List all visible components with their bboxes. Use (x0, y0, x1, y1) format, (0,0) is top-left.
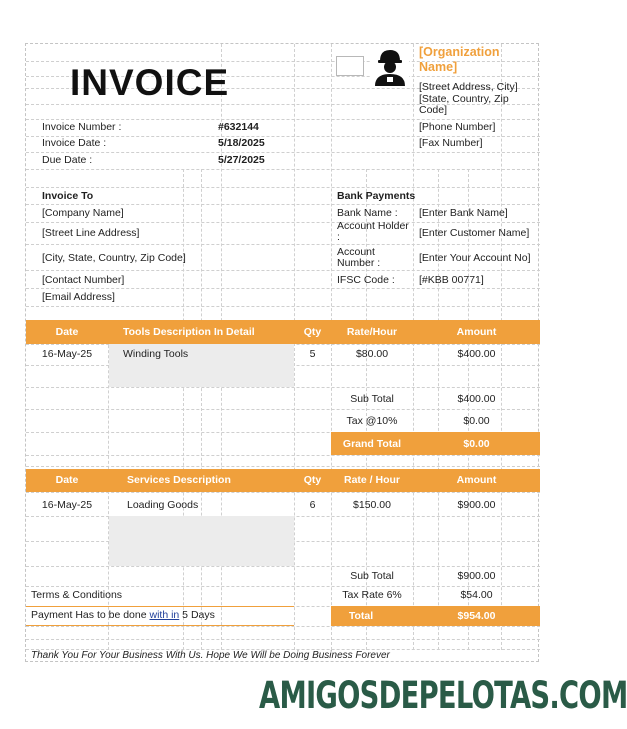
invoice-sheet (25, 43, 539, 662)
services-row-desc: Loading Goods (127, 499, 199, 511)
company-city: [City, State, Country, Zip Code] (42, 252, 186, 264)
services-col-rate: Rate / Hour (343, 474, 400, 486)
invoice-number-label: Invoice Number : (42, 121, 122, 133)
thank-you-note: Thank You For Your Business With Us. Hope We Will be Doing Business Forever (31, 650, 390, 661)
tools-subtotal-label: Sub Total (350, 393, 394, 405)
org-street: [Street Address, City] (419, 81, 518, 93)
org-state-line1: [State, Country, Zip (419, 93, 509, 105)
services-tax-label: Tax Rate 6% (342, 589, 402, 601)
org-state-line2: Code] (419, 104, 448, 116)
services-desc-shade (109, 516, 294, 566)
account-number-label: Account Number : (337, 246, 381, 269)
tools-col-qty: Qty (303, 326, 322, 338)
tools-col-amount: Amount (456, 326, 497, 338)
company-name: [Company Name] (42, 207, 124, 219)
terms-divider (26, 606, 294, 607)
account-holder-value: [Enter Customer Name] (419, 227, 530, 239)
watermark: AMIGOSDEPELOTAS.COM (259, 674, 627, 717)
services-subtotal-label: Sub Total (350, 570, 394, 582)
services-col-amount: Amount (456, 474, 497, 486)
services-col-date: Date (55, 474, 79, 486)
tools-row-rate: $80.00 (355, 348, 389, 360)
tools-col-date: Date (55, 326, 79, 338)
invoice-number-value: #632144 (218, 121, 259, 133)
terms-divider-bottom (26, 625, 294, 626)
tools-row-desc: Winding Tools (123, 348, 189, 360)
tools-col-rate: Rate/Hour (346, 326, 398, 338)
services-col-qty: Qty (303, 474, 322, 486)
services-row-date: 16-May-25 (41, 499, 93, 511)
account-number-value: [Enter Your Account No] (419, 252, 531, 264)
tools-grand-total-value: $0.00 (463, 438, 490, 450)
ifsc-label: IFSC Code : (337, 274, 395, 286)
invoice-title: INVOICE (70, 62, 230, 103)
services-total-value: $954.00 (457, 610, 496, 622)
ifsc-value: [#KBB 00771] (419, 274, 484, 286)
services-row-amount: $900.00 (457, 499, 496, 511)
terms-heading: Terms & Conditions (31, 589, 123, 601)
services-col-description: Services Description (127, 474, 231, 486)
services-subtotal-value: $900.00 (457, 570, 496, 582)
tools-subtotal-value: $400.00 (457, 393, 496, 405)
invoice-date-label: Invoice Date : (42, 137, 107, 149)
due-date-label: Due Date : (42, 154, 93, 166)
tools-tax-label: Tax @10% (346, 415, 398, 427)
tools-grand-total-label: Grand Total (342, 438, 402, 450)
bank-name-label: Bank Name : (337, 207, 398, 219)
company-street: [Street Line Address] (42, 227, 140, 239)
org-phone: [Phone Number] (419, 121, 496, 133)
org-fax: [Fax Number] (419, 137, 483, 149)
terms-link[interactable]: with in (149, 609, 180, 621)
bank-name-value: [Enter Bank Name] (419, 207, 508, 219)
email-address: [Email Address] (42, 291, 115, 303)
worker-avatar-icon (371, 46, 409, 86)
contact-number: [Contact Number] (42, 274, 125, 286)
bank-heading: Bank Payments (337, 190, 416, 202)
organization-name: [Organization Name] (419, 45, 500, 74)
terms-text: Payment Has to be done with in 5 Days (31, 609, 215, 621)
tools-row-amount: $400.00 (457, 348, 496, 360)
due-date-value: 5/27/2025 (218, 154, 265, 166)
tools-row-qty: 5 (309, 348, 316, 360)
account-holder-label: Account Holder : (337, 220, 409, 243)
logo-placeholder-box (336, 56, 364, 76)
tools-tax-value: $0.00 (463, 415, 490, 427)
invoice-date-value: 5/18/2025 (218, 137, 265, 149)
services-total-label: Total (348, 610, 374, 622)
tools-col-description: Tools Description In Detail (123, 326, 255, 338)
services-row-rate: $150.00 (353, 499, 391, 511)
services-tax-value: $54.00 (460, 589, 493, 601)
tools-row-date: 16-May-25 (41, 348, 93, 360)
invoice-to-heading: Invoice To (42, 190, 94, 202)
services-row-qty: 6 (309, 499, 316, 511)
